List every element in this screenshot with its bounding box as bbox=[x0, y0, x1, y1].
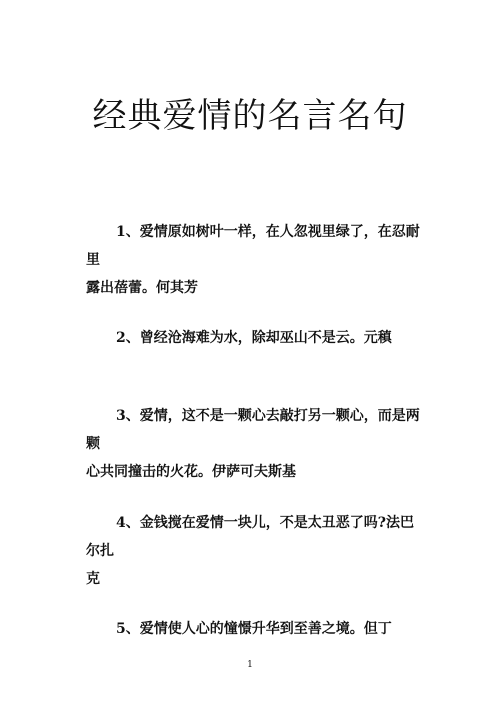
quote-1 bbox=[86, 218, 426, 302]
quote-4 bbox=[86, 509, 426, 593]
quote-1-line-2: 露出蓓蕾。何其芳 bbox=[86, 280, 198, 296]
quote-5-line-1: 5、爱情使人心的憧憬升华到至善之境。但丁 bbox=[116, 621, 392, 637]
quote-3-line-1: 3、爱情，这不是一颗心去敲打另一颗心，而是两颗 bbox=[86, 408, 420, 452]
page-number: 1 bbox=[247, 660, 253, 670]
document-title: 经典爱情的名言名句 bbox=[92, 96, 408, 136]
quote-3 bbox=[86, 402, 426, 486]
quote-1-line-1: 1、爱情原如树叶一样，在人忽视里绿了，在忍耐里 bbox=[86, 224, 420, 268]
quote-2 bbox=[86, 324, 426, 352]
quote-2-line-1: 2、曾经沧海难为水，除却巫山不是云。元稹 bbox=[116, 330, 392, 346]
quote-4-line-2: 克 bbox=[86, 571, 100, 587]
quote-4-line-1: 4、金钱搅在爱情一块儿，不是太丑恶了吗?法巴尔扎 bbox=[86, 515, 414, 559]
quote-3-line-2: 心共同撞击的火花。伊萨可夫斯基 bbox=[86, 464, 296, 480]
quote-5 bbox=[86, 615, 426, 643]
